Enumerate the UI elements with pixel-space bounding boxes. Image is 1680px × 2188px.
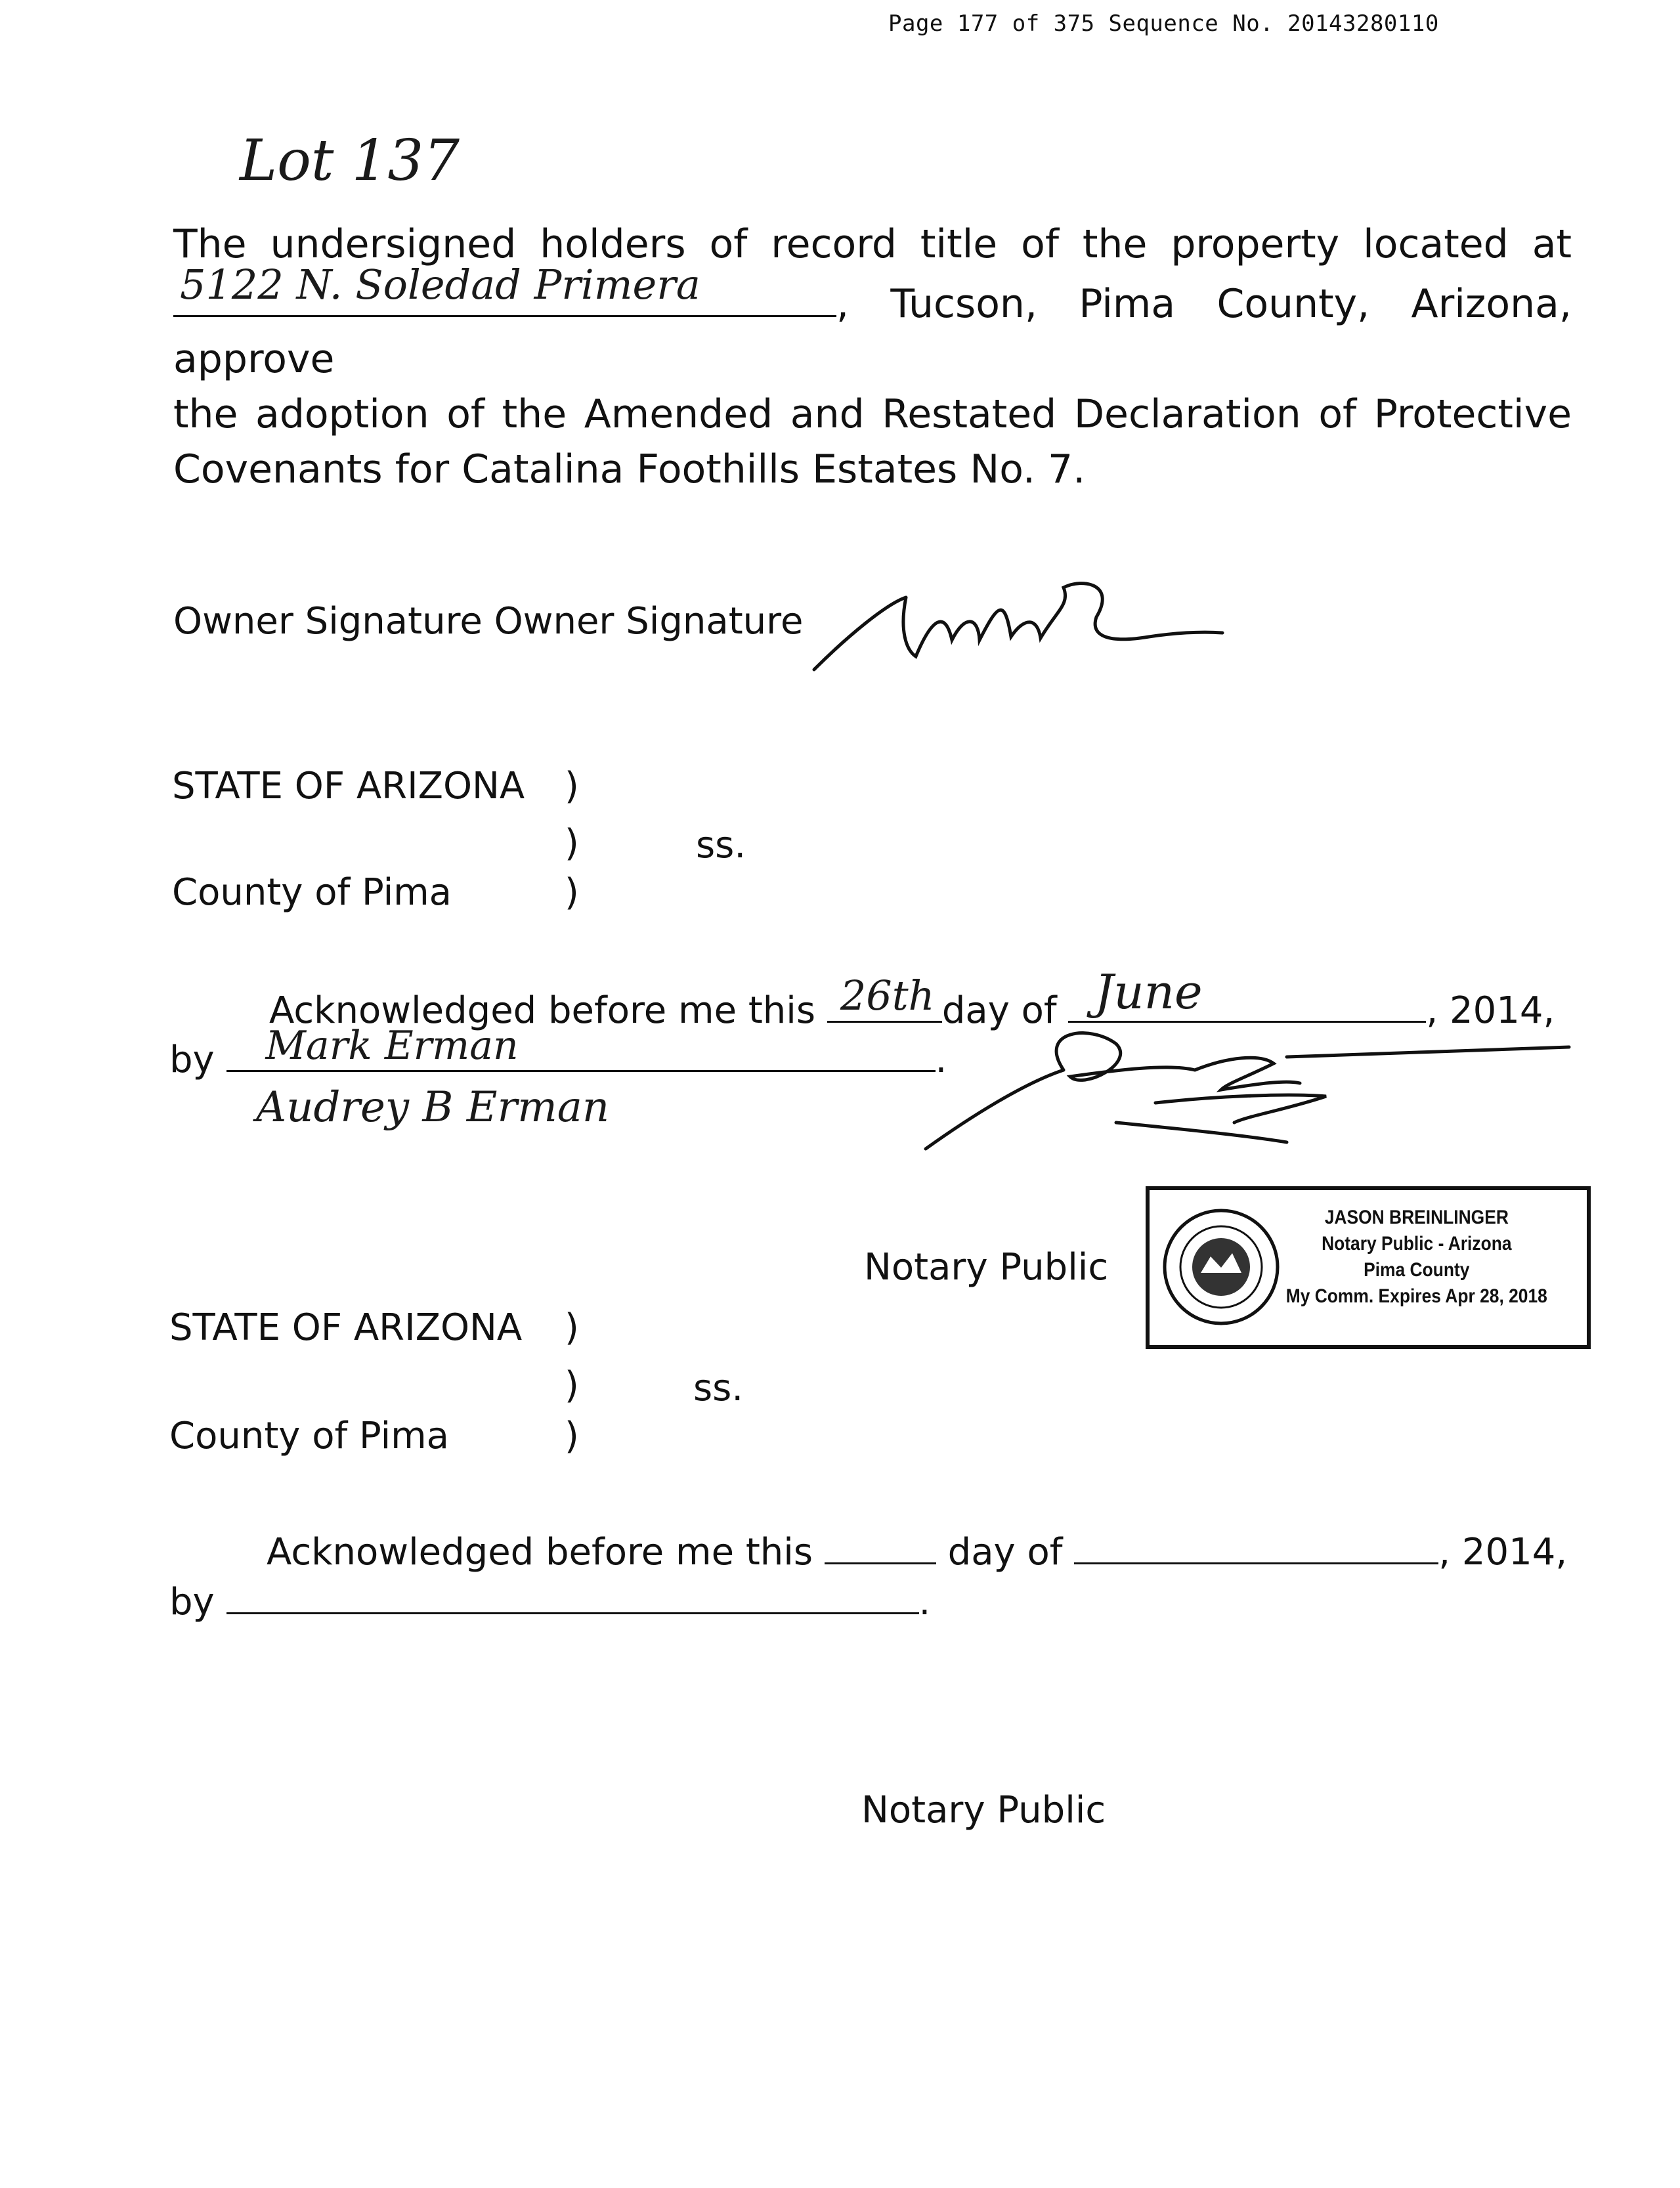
block2-day-of: day of bbox=[947, 1531, 1063, 1574]
stamp-text bbox=[1281, 1205, 1553, 1310]
block2-by-line bbox=[169, 1573, 930, 1623]
handwritten-day: 26th bbox=[840, 972, 935, 1019]
block1-by: by bbox=[169, 1039, 215, 1081]
block2-by-fill bbox=[226, 1573, 919, 1614]
notary-stamp bbox=[1146, 1186, 1591, 1349]
block2-ack-prefix: Acknowledged before me this bbox=[267, 1531, 813, 1574]
handwritten-name-1: Mark Erman bbox=[265, 1023, 519, 1069]
block1-state: STATE OF ARIZONA bbox=[172, 765, 525, 807]
block2-paren-3: ) bbox=[565, 1415, 579, 1457]
block2-month-fill bbox=[1074, 1523, 1438, 1564]
intro-line-1: The undersigned holders of record title of the property located at bbox=[173, 221, 1572, 267]
block1-notary-label: Notary Public bbox=[864, 1246, 1109, 1289]
intro-line-3: the adoption of the Amended and Restated Declaration of Protective bbox=[173, 391, 1572, 437]
block2-period: . bbox=[918, 1581, 931, 1623]
address-fill-line bbox=[173, 261, 836, 317]
arizona-state-seal bbox=[1161, 1207, 1281, 1327]
owner-signature-label: Owner Signature Owner Signature bbox=[173, 600, 804, 643]
handwritten-month: June bbox=[1094, 964, 1203, 1019]
block1-by-line bbox=[169, 1023, 947, 1081]
page-sequence-header: Page 177 of 375 Sequence No. 20143280110 bbox=[888, 11, 1439, 37]
intro-paragraph bbox=[173, 217, 1572, 497]
block1-day-fill bbox=[827, 972, 942, 1023]
block2-paren-1: ) bbox=[565, 1306, 579, 1349]
block2-by: by bbox=[169, 1581, 215, 1623]
block1-by-fill bbox=[226, 1023, 936, 1072]
handwritten-address: 5122 N. Soledad Primera bbox=[180, 261, 700, 309]
stamp-county: Pima County bbox=[1364, 1259, 1470, 1281]
block1-ack-prefix: Acknowledged before me this bbox=[269, 989, 816, 1032]
block2-paren-2: ) bbox=[565, 1364, 579, 1407]
block1-paren-1: ) bbox=[565, 765, 579, 807]
notary-signature-scribble bbox=[919, 1018, 1576, 1169]
block2-ss: ss. bbox=[693, 1367, 744, 1409]
stamp-expires: My Comm. Expires Apr 28, 2018 bbox=[1285, 1285, 1547, 1307]
block2-ack-line bbox=[267, 1523, 1567, 1574]
intro-line-4: Covenants for Catalina Foothills Estates No. 7. bbox=[173, 446, 1086, 492]
stamp-name: JASON BREINLINGER bbox=[1324, 1207, 1509, 1228]
block2-year: , 2014, bbox=[1438, 1531, 1568, 1574]
stamp-title: Notary Public - Arizona bbox=[1322, 1233, 1512, 1255]
intro-line-2-suffix: , Tucson, Pima County, Arizona, approve bbox=[173, 281, 1572, 382]
block1-month-fill bbox=[1068, 964, 1426, 1023]
block1-year: , 2014, bbox=[1426, 989, 1555, 1032]
block2-day-fill bbox=[825, 1523, 936, 1564]
block2-county: County of Pima bbox=[169, 1415, 449, 1457]
block1-ss: ss. bbox=[696, 824, 746, 867]
owner-signature-scribble bbox=[808, 578, 1228, 683]
handwritten-name-2: Audrey B Erman bbox=[256, 1083, 610, 1132]
block2-notary-label: Notary Public bbox=[861, 1789, 1106, 1832]
handwritten-lot-note: Lot 137 bbox=[240, 128, 460, 194]
block2-state: STATE OF ARIZONA bbox=[169, 1306, 523, 1349]
block1-paren-3: ) bbox=[565, 871, 579, 914]
block1-paren-2: ) bbox=[565, 822, 579, 865]
block1-day-of: day of bbox=[941, 989, 1057, 1032]
block1-period: . bbox=[935, 1039, 947, 1081]
intro-line-2 bbox=[173, 261, 1572, 387]
block1-county: County of Pima bbox=[172, 871, 452, 914]
